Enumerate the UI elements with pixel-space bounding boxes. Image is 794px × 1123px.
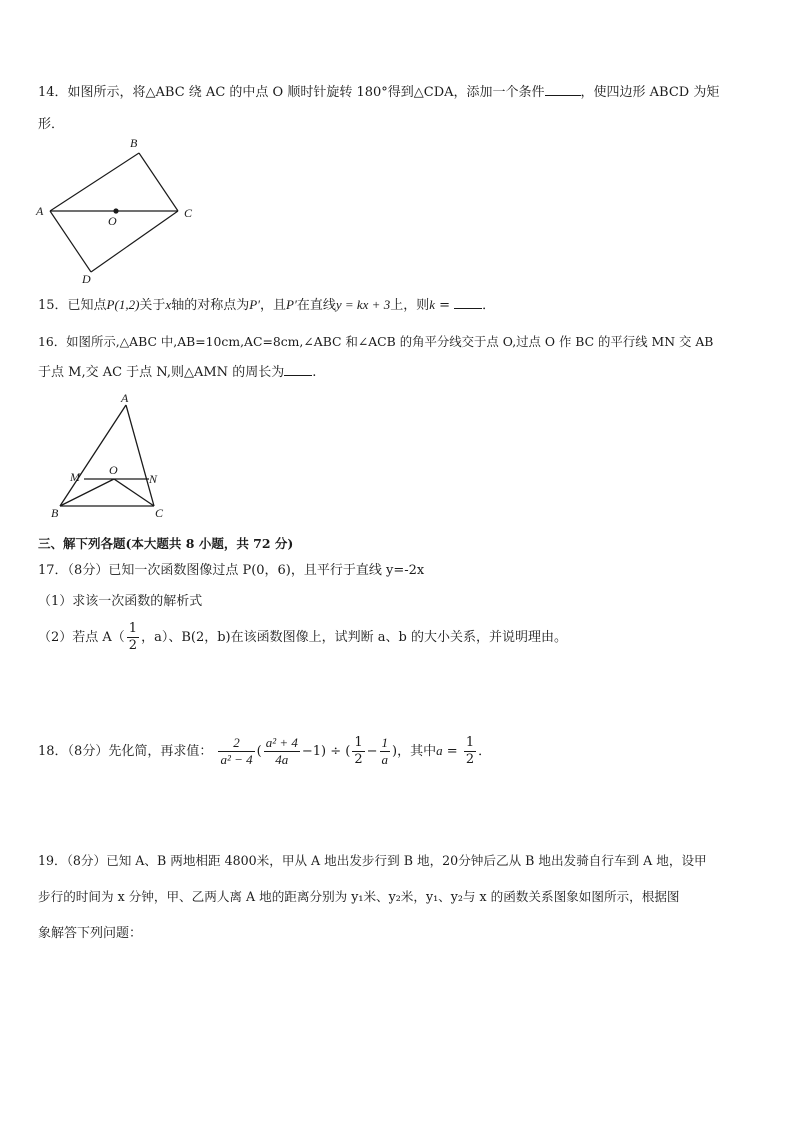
- q18-f3-num: 1: [354, 735, 363, 750]
- q16-label-M: M: [70, 470, 80, 484]
- q18-f1-den: a² − 4: [220, 752, 253, 767]
- q14-edge-DA: [50, 211, 91, 272]
- q18-f4-den: a: [381, 752, 389, 767]
- section3-heading: 三、解下列各题(本大题共 8 小题，共 72 分): [38, 536, 294, 551]
- q14-line2: 形．: [38, 117, 65, 132]
- q18-minus: −: [366, 744, 378, 759]
- q15-axis: x: [165, 297, 172, 312]
- q17-part2-a: （2）若点 A（: [38, 630, 125, 645]
- q19-line2: 步行的时间为 x 分钟，甲、乙两人离 A 地的距离分别为 y₁米、y₂米，y₁、y₂与 x 的函数关系图象如图所示，根据图: [38, 889, 680, 904]
- q14-text-b: ，使四边形 ABCD 为矩: [580, 85, 720, 100]
- q16-label-N: N: [149, 472, 158, 486]
- q15-mid3: ，且: [260, 298, 287, 313]
- q17-fraction: [127, 621, 139, 654]
- q18-f1-num: 2: [218, 735, 254, 752]
- q14-label-B: B: [130, 136, 138, 150]
- q17-part2: [38, 620, 567, 656]
- q18-eq: =: [442, 744, 462, 759]
- q17-frac-num: 1: [128, 621, 138, 636]
- q17-part1: （1）求该一次函数的解析式: [38, 594, 203, 609]
- q15-mid4: 在直线: [296, 298, 336, 313]
- q18-prefix: 18．（8分）先化简，再求值：: [38, 744, 213, 759]
- q14-label-C: C: [184, 206, 193, 220]
- q17-frac-den: 2: [128, 638, 138, 653]
- q15-mid1: 关于: [139, 298, 166, 313]
- q17-part2-b: ，a）、B(2，b)在该函数图像上，试判断 a、b 的大小关系，并说明理由。: [141, 630, 567, 645]
- q18-minus1: −1) ÷ (: [301, 744, 351, 759]
- q15-pprime: P′: [249, 297, 261, 312]
- q18-frac3: [352, 735, 364, 768]
- q14-edge-CD: [91, 211, 178, 272]
- q18-f2-den: 4a: [275, 752, 289, 767]
- q15-mid5: 上，则: [390, 298, 430, 313]
- q14-line1: [38, 83, 719, 102]
- q14-figure: [30, 134, 210, 284]
- q16-answer-blank[interactable]: [284, 363, 312, 376]
- q14-label-O: O: [108, 214, 117, 228]
- q15-mid2: 轴的对称点为: [171, 298, 250, 313]
- q18-close: ): [392, 744, 398, 759]
- q14-point-O: [113, 208, 118, 213]
- q17-stem: 17．（8分）已知一次函数图像过点 P(0，6)，且平行于直线 y=-2x: [38, 563, 425, 578]
- q15-k: k: [429, 297, 435, 312]
- q14-edge-AB: [50, 153, 139, 211]
- q18-f2-num: a² + 4: [265, 735, 298, 750]
- q18-var: a: [436, 743, 443, 758]
- q18-f5-den: 2: [465, 752, 475, 767]
- q19-line1: 19．（8分）已知 A、B 两地相距 4800米，甲从 A 地出发步行到 B 地，20分钟后乙从 B 地出发骑自行车到 A 地，设甲: [38, 853, 707, 868]
- q14-text-a: 14．如图所示，将△ABC 绕 AC 的中点 O 顺时针旋转 180°得到△CDA，添加一个条件: [38, 85, 545, 100]
- q19-line3: 象解答下列问题：: [38, 926, 143, 941]
- q18-f4-num: 1: [381, 735, 389, 750]
- q16-text-a: 于点 M,交 AC 于点 N,则△AMN 的周长为: [38, 365, 285, 380]
- q15-prefix: 15．已知点: [38, 298, 107, 313]
- q16-figure: [46, 390, 186, 520]
- q18-frac1: [218, 735, 254, 768]
- q16-label-C: C: [155, 506, 164, 520]
- q15-eq: =: [435, 298, 455, 313]
- q15-equation: y = kx + 3: [335, 297, 391, 312]
- q14-label-A: A: [36, 204, 44, 218]
- q14-edge-BC: [139, 153, 178, 211]
- q18-frac2: [264, 735, 300, 768]
- q16-label-O: O: [109, 463, 118, 477]
- q18-f3-den: 2: [354, 752, 363, 767]
- q16-line1: 16．如图所示,△ABC 中,AB=10cm,AC=8cm,∠ABC 和∠ACB 的角平分线交于点 O,过点 O 作 BC 的平行线 MN 交 AB: [38, 334, 714, 349]
- q15-answer-blank[interactable]: [454, 296, 482, 309]
- q14-answer-blank[interactable]: [545, 83, 581, 96]
- q16-edge-AC: [126, 405, 154, 506]
- q15-end: ．: [482, 298, 496, 313]
- q16-text-b: .: [312, 365, 317, 380]
- q14-label-D: D: [82, 272, 91, 284]
- q18-frac4: [380, 735, 391, 768]
- q15-line: [38, 296, 495, 315]
- q16-label-A: A: [121, 391, 129, 405]
- q18-line: [38, 732, 491, 771]
- q16-edge-AB: [60, 405, 126, 506]
- q16-label-B: B: [51, 506, 59, 520]
- q15-pprime2: P′: [286, 297, 297, 312]
- q18-end: ．: [478, 744, 492, 759]
- q18-frac5: [464, 735, 476, 768]
- q18-mid: ，其中: [397, 744, 437, 759]
- q15-point: P(1,2): [106, 297, 140, 312]
- q18-open: (: [256, 744, 262, 759]
- q16-line2: [38, 363, 316, 382]
- q18-f5-num: 1: [465, 735, 475, 750]
